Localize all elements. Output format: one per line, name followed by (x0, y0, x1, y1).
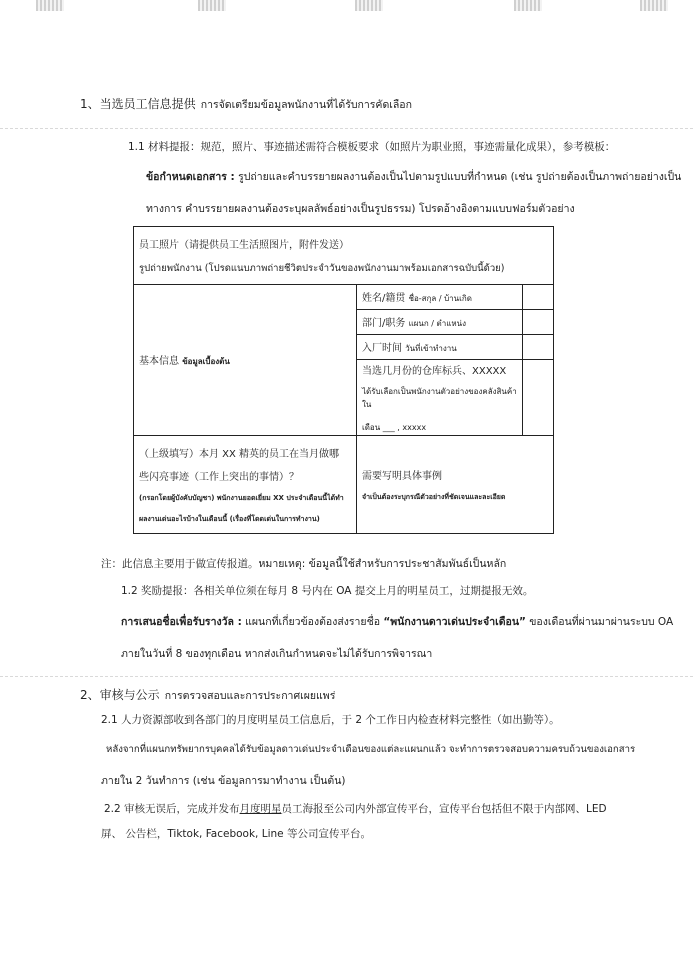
th-bold-label: ข้อกำหนดเอกสาร : (146, 171, 235, 183)
selected-value (523, 360, 554, 436)
item-1-1: 1.1 材料提报：规范，照片、事迹描述需符合模板要求（如照片为职业照，事迹需量化成果），参考模板： (128, 141, 616, 153)
item-1-2-th-line2: ภายในวันที่ 8 ของทุกเดือน หากส่งเกินกำหนดจะไม่ได้รับการพิจารณา (121, 648, 433, 660)
item-1-2-th-b: ของเดือนที่ผ่านมาผ่านระบบ OA (529, 616, 674, 628)
item-2-2-underlined: 月度明星 (239, 803, 282, 815)
item-2-2-b: 员工海报至公司内外部宣传平台，宣传平台包括但不限于内部网、LED (281, 803, 607, 815)
template-table (133, 226, 554, 534)
name-label-th: ชื่อ-สกุล / บ้านเกิด (408, 294, 472, 303)
example-th: จำเป็นต้องระบุกรณีตัวอย่างที่ชัดเจนและละเอียด (362, 492, 506, 501)
scan-mark (36, 0, 64, 11)
divider (0, 676, 693, 677)
photo-label-cn: 员工照片（请提供员工生活照图片，附件发送） (139, 239, 349, 251)
section-1-title-th: การจัดเตรียมข้อมูลพนักงานที่ได้รับการคัดเลือก (200, 99, 412, 111)
section-2-heading (80, 684, 335, 704)
story-cn-1: （上级填写）本月 XX 精英的员工在当月做哪 (139, 448, 340, 460)
item-1-2-th-a: แผนกที่เกี่ยวข้องต้องส่งรายชื่อ (245, 616, 381, 628)
example-cell (357, 436, 554, 534)
selected-cell (357, 360, 523, 436)
item-1-2-th-quote: “พนักงานดาวเด่นประจำเดือน” (383, 616, 526, 628)
item-2-1: 2.1 人力资源部收到各部门的月度明星员工信息后，于 2 个工作日内检查材料完整性（如出勤等）。 (101, 714, 560, 726)
join-value (523, 335, 554, 360)
scan-mark (355, 0, 383, 11)
item-2-1-th-line1: หลังจากที่แผนกทรัพยากรบุคคลได้รับข้อมูลดาวเด่นประจำเดือนของแต่ละแผนกแล้ว จะทำการตรวจสอบความครบถ้วนของเอกสาร (106, 744, 636, 755)
story-th-2: ผลงานเด่นอะไรบ้างในเดือนนี้ (เรื่องที่โดดเด่นในการทำงาน) (139, 514, 320, 523)
item-2-2-line1 (104, 801, 607, 816)
section-1-title-cn: 1、当选员工信息提供 (80, 97, 196, 111)
selected-label-cn: 当选几月份的仓库标兵、XXXXX (362, 365, 507, 377)
basic-info-cell (134, 285, 357, 436)
note: 注：此信息主要用于做宣传报道。หมายเหตุ: ข้อมูลนี้ใช้สำหรับการประชาสัมพันธ์เป็นหลัก (101, 558, 507, 570)
item-2-1-th-line2: ภายใน 2 วันทำการ (เช่น ข้อมูลการมาทำงาน เป็นต้น) (101, 775, 346, 787)
scan-mark (514, 0, 542, 11)
scan-mark (640, 0, 668, 11)
section-2-title-cn: 2、审核与公示 (80, 688, 160, 702)
dept-label-cn: 部门/职务 (362, 318, 406, 329)
divider (0, 128, 693, 129)
story-cn-2: 些闪亮事迹（工作上突出的事情）？ (139, 471, 299, 483)
selected-label-th2: เดือน ___ , xxxxx (362, 422, 427, 432)
name-label-cn: 姓名/籍贯 (362, 293, 406, 304)
join-cell (357, 335, 523, 360)
dept-cell (357, 310, 523, 335)
join-label-th: วันที่เข้าทำงาน (405, 344, 457, 353)
dept-value (523, 310, 554, 335)
example-cn: 需要写明具体事例 (362, 470, 442, 482)
item-1-2: 1.2 奖励提报：各相关单位须在每月 8 号内在 OA 提交上月的明星员工，过期提报无效。 (121, 585, 534, 597)
item-1-1-th-line1 (146, 168, 681, 185)
th-text: รูปถ่ายและคำบรรยายผลงานต้องเป็นไปตามรูปแบบที่กำหนด (เช่น รูปถ่ายต้องเป็นภาพถ่ายอย่างเป็น (238, 171, 682, 183)
name-value (523, 285, 554, 310)
dept-label-th: แผนก / ตำแหน่ง (408, 319, 466, 328)
item-1-2-th-line1 (121, 613, 673, 630)
item-1-1-th-line2: ทางการ คำบรรยายผลงานต้องระบุผลลัพธ์อย่างเป็นรูปธรรม) โปรดอ้างอิงตามแบบฟอร์มตัวอย่าง (146, 203, 575, 215)
item-2-2-a: 2.2 审核无误后，完成并发布 (104, 803, 240, 815)
story-cell (134, 436, 357, 534)
basic-info-th: ข้อมูลเบื้องต้น (182, 357, 230, 366)
join-label-cn: 入厂时间 (362, 343, 402, 354)
name-cell (357, 285, 523, 310)
photo-label-th: รูปถ่ายพนักงาน (โปรดแนบภาพถ่ายชีวิตประจำวันของพนักงานมาพร้อมเอกสารฉบับนี้ด้วย) (139, 262, 505, 274)
item-2-2-line2: 屏、 公告栏，Tiktok, Facebook, Line 等公司宣传平台。 (101, 828, 371, 840)
section-1-heading (80, 93, 412, 113)
selected-label-th1: ได้รับเลือกเป็นพนักงานตัวอย่างของคลังสินค้าใน (362, 386, 517, 409)
basic-info-cn: 基本信息 (139, 356, 179, 367)
photo-cell (134, 227, 554, 285)
story-th-1: (กรอกโดยผู้บังคับบัญชา) พนักงานยอดเยี่ยม XX ประจำเดือนนี้ได้ทำ (139, 493, 344, 502)
section-2-title-th: การตรวจสอบและการประกาศเผยแพร่ (164, 690, 336, 702)
item-1-2-th-bold: การเสนอชื่อเพื่อรับรางวัล : (121, 616, 242, 628)
scan-mark (198, 0, 226, 11)
